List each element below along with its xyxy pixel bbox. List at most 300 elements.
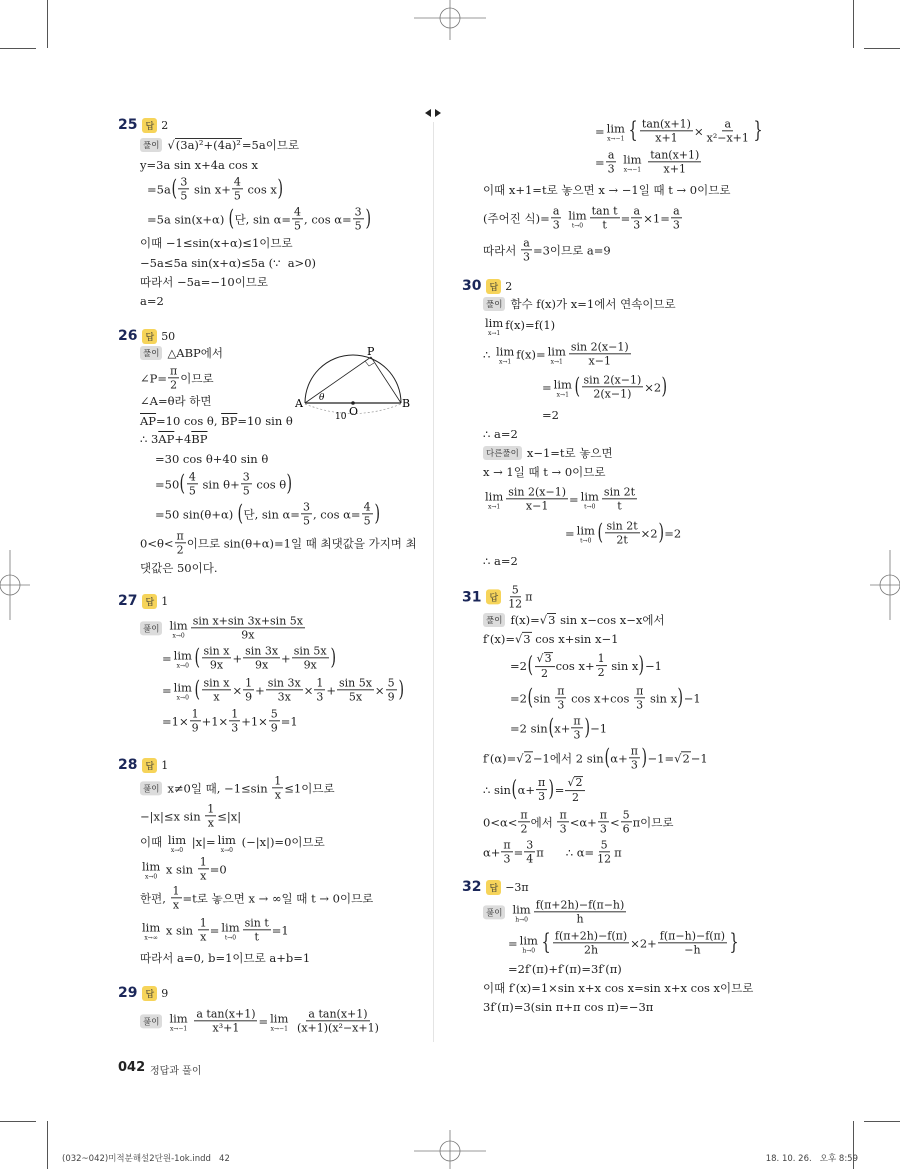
math-text: sin x+sin 3x+sin 5x <box>192 614 303 628</box>
crop-mark <box>864 1121 900 1122</box>
math <box>167 614 306 641</box>
denominator <box>211 1022 242 1035</box>
lim-word: lim <box>568 208 587 223</box>
numerator <box>501 838 512 852</box>
math-text: =1 <box>271 923 289 937</box>
math-text: 함수 f(x)가 x=1에서 연속이므로 <box>510 297 676 311</box>
math-text: 3 <box>354 205 362 219</box>
solution-line <box>483 296 676 312</box>
math-text: +1× <box>201 714 229 728</box>
radicand: 2 <box>682 750 690 765</box>
solution-line <box>140 294 164 308</box>
numerator <box>524 838 535 852</box>
numerator <box>187 470 198 484</box>
lim-subscript: x→0 <box>176 694 189 702</box>
big-bracket: ( <box>179 471 186 496</box>
big-bracket: ( <box>574 374 580 399</box>
math-text: 3 <box>599 822 607 836</box>
denominator <box>292 220 303 233</box>
numerator <box>232 175 243 189</box>
column-divider-ornament-icon <box>424 108 442 118</box>
solution-line <box>140 950 310 966</box>
denominator <box>232 190 243 203</box>
fraction <box>295 1007 381 1034</box>
solution-line <box>140 855 227 882</box>
numerator <box>198 855 209 869</box>
math-text: x³+1 <box>212 1021 240 1035</box>
math-text: 2t <box>616 533 628 547</box>
solution-line <box>483 427 518 441</box>
denominator <box>634 699 645 712</box>
numerator <box>510 583 521 597</box>
lim-word: lim <box>142 859 161 874</box>
square-root <box>567 776 583 790</box>
fraction <box>202 676 232 703</box>
solution-badge: 풀이 <box>140 621 162 635</box>
math-text: a tan(x+1) <box>196 1007 256 1021</box>
problem-29-header <box>118 985 168 1001</box>
math-text: 한편, <box>140 891 170 905</box>
math-text: 4 <box>188 470 196 484</box>
problem-number: 29 <box>118 985 138 1001</box>
denominator <box>518 823 529 836</box>
solution-line <box>483 316 555 335</box>
crop-mark <box>853 0 854 48</box>
denominator <box>302 659 319 672</box>
math-text: x sin <box>162 923 197 937</box>
solution-line <box>542 373 668 400</box>
big-bracket: ( <box>194 645 200 670</box>
math-text: sin x+ <box>190 182 231 196</box>
math-text: −|x|≤x sin <box>140 809 205 823</box>
math-text: x <box>200 930 207 944</box>
lim-word: lim <box>217 832 236 847</box>
solution-line <box>140 774 335 801</box>
limit <box>173 648 192 670</box>
math-text: x−1 <box>588 354 611 368</box>
math-text: 3 <box>633 218 641 232</box>
numerator <box>306 1007 369 1021</box>
fraction <box>705 117 751 144</box>
solution-line <box>140 560 218 576</box>
answer-badge: 답 <box>486 590 501 605</box>
solution-badge: 풀이 <box>140 138 162 152</box>
solution-line <box>140 916 289 943</box>
lim-subscript: x→1 <box>556 391 569 399</box>
math-text: 3 <box>552 218 560 232</box>
fraction <box>565 776 585 804</box>
math-text: 3 <box>242 470 250 484</box>
solution-line <box>510 714 607 741</box>
denominator <box>621 823 632 836</box>
limit <box>512 902 531 924</box>
math-text: x≠0일 때, −1≤sin <box>167 781 272 795</box>
math <box>510 898 627 925</box>
numerator <box>337 676 374 690</box>
math <box>510 612 664 628</box>
math-text: ∴ a=2 <box>483 554 518 568</box>
math-text: 이때 <box>140 835 166 849</box>
numerator <box>362 500 373 514</box>
numerator <box>605 519 640 533</box>
crop-mark <box>0 1121 36 1122</box>
math-text: × <box>374 683 385 697</box>
math-text: f(x)=f(1) <box>505 318 556 332</box>
math-text: 3 <box>573 728 581 742</box>
problem-28-header <box>118 757 168 773</box>
math-text: x → 1일 때 t → 0이므로 <box>483 465 606 479</box>
segment-overline: $\overline{AP}$ <box>158 432 175 446</box>
math-text: 5 <box>294 219 302 233</box>
math-text: 5 <box>180 189 188 203</box>
math-text: + <box>232 651 243 665</box>
math-text: π <box>520 808 528 822</box>
numerator <box>205 802 216 816</box>
lim-subscript: h→0 <box>515 916 528 924</box>
math-text: x <box>213 690 220 704</box>
denominator <box>653 132 679 145</box>
math-text: 5 <box>270 707 278 721</box>
math-text: sin 2t <box>606 519 638 533</box>
math-text: 9 <box>270 721 278 735</box>
math-text: 3 <box>316 690 324 704</box>
math-text: a <box>633 204 641 218</box>
math-text: 0<α< <box>483 815 518 829</box>
limit <box>580 489 599 511</box>
fraction <box>629 744 640 771</box>
numerator <box>506 485 568 499</box>
answer-value <box>505 280 512 293</box>
math-text: =2 sin <box>510 721 548 735</box>
fraction <box>178 175 189 202</box>
denominator <box>570 791 581 804</box>
math-text: + <box>281 651 291 665</box>
answer-badge: 답 <box>142 986 157 1001</box>
math-text: 50 <box>161 329 176 343</box>
lim-subscript: x→∞ <box>144 934 158 942</box>
math-text: <α+ <box>569 815 597 829</box>
registration-mark-top <box>414 0 486 40</box>
numerator <box>178 175 189 189</box>
numerator <box>266 676 303 690</box>
math-text: 12 <box>597 852 612 866</box>
math-text: 이때 x+1=t로 놓으면 x → −1일 때 t → 0이므로 <box>483 183 731 197</box>
denominator <box>502 853 513 866</box>
solution-line <box>483 612 665 628</box>
big-bracket: ) <box>365 206 371 231</box>
solution-line <box>483 980 753 996</box>
big-bracket: ) <box>548 776 555 802</box>
numerator <box>301 500 312 514</box>
fraction <box>521 236 532 263</box>
math-text: =2f′(π)+f′(π)=3f′(π) <box>508 962 622 976</box>
math-text: 6 <box>622 822 630 836</box>
denominator <box>295 1022 381 1035</box>
square-root <box>540 613 557 627</box>
math-text: = <box>513 845 524 859</box>
solution-line <box>162 676 404 703</box>
solution-line <box>140 393 211 409</box>
denominator <box>600 219 608 232</box>
math-text: |x|= <box>188 835 216 849</box>
solution-line <box>155 470 293 497</box>
solution-line <box>140 158 258 172</box>
numerator <box>168 364 179 378</box>
denominator <box>558 823 569 836</box>
denominator <box>386 691 397 704</box>
big-bracket: ) <box>584 715 590 740</box>
big-bracket: ( <box>548 715 554 740</box>
math-text: = <box>595 155 605 169</box>
numerator <box>606 148 617 162</box>
lim-subscript: x→0 <box>172 632 185 640</box>
denominator <box>629 759 640 772</box>
fraction <box>243 644 280 671</box>
math-text: t <box>602 218 607 232</box>
math-text: (−|x|)=0이므로 <box>237 835 325 849</box>
denominator <box>521 251 532 264</box>
problem-number: 32 <box>462 879 482 895</box>
math-text: ∴ <box>483 347 494 361</box>
solution-line <box>140 414 293 428</box>
math-text: =2 <box>510 691 527 705</box>
math-text: 9x <box>303 658 317 672</box>
numerator <box>243 676 254 690</box>
lim-word: lim <box>512 902 531 917</box>
math-text: sin 3x <box>267 676 301 690</box>
lim-word: lim <box>142 920 161 935</box>
math-text <box>190 1014 194 1028</box>
math-text: , cos α= <box>312 507 361 521</box>
limit <box>623 152 642 174</box>
numerator <box>634 684 645 698</box>
lim-word: lim <box>221 920 240 935</box>
answer-value <box>505 881 528 894</box>
limit <box>568 208 587 230</box>
math-text: h <box>576 912 584 926</box>
numerator <box>243 644 280 658</box>
math-text: sin x <box>203 644 230 658</box>
answer-badge: 답 <box>486 880 501 895</box>
fraction <box>536 776 547 803</box>
math-text: 5 <box>363 514 371 528</box>
solution-line <box>140 614 306 641</box>
lim-subscript: h→0 <box>522 947 536 955</box>
math-text: = <box>595 124 605 138</box>
lim-subscript: t→0 <box>580 537 592 545</box>
lim-word: lim <box>553 377 572 392</box>
math-text: 이때 −1≤sin(x+α)≤1이므로 <box>140 236 293 250</box>
math-text: 2 <box>597 666 605 680</box>
lim-word: lim <box>623 152 642 167</box>
lim-subscript: x→−1 <box>270 1025 288 1033</box>
square-root <box>516 751 533 765</box>
math-text: < <box>609 815 620 829</box>
solution-badge: 풀이 <box>140 1014 162 1028</box>
math-text: , cos α= <box>304 212 352 226</box>
solution-badge: 풀이 <box>483 905 505 919</box>
diameter-label: 10 <box>335 412 347 422</box>
lim-subscript: x→1 <box>499 358 512 366</box>
big-bracket: ( <box>597 520 603 545</box>
math-text <box>644 155 648 169</box>
denominator <box>253 659 270 672</box>
math-text: π <box>614 845 622 859</box>
fraction <box>569 340 631 367</box>
math-text: π <box>599 808 607 822</box>
fraction <box>605 519 640 546</box>
math-text: =50 <box>155 477 180 491</box>
math-text: =5a <box>147 182 171 196</box>
segment-overline: $\overline{BP}$ <box>221 414 238 428</box>
math-text: 2 <box>505 279 513 293</box>
solution-line <box>155 500 380 527</box>
math-text: −1 <box>683 691 701 705</box>
denominator <box>269 722 280 735</box>
math-text: f(π+2h)−f(π) <box>554 929 628 943</box>
denominator <box>551 219 562 232</box>
limit <box>167 832 187 854</box>
fraction <box>534 898 627 925</box>
registration-mark-bottom <box>414 1130 486 1169</box>
math-text: 5 <box>600 838 608 852</box>
math-text: sin t <box>244 916 269 930</box>
limit <box>519 933 538 955</box>
solution-line <box>508 929 740 956</box>
math-text: 12 <box>508 597 523 611</box>
math-text: 4 <box>526 852 534 866</box>
math-text: 5 <box>188 484 196 498</box>
math-text: y=3a sin x+4a cos x <box>140 158 258 172</box>
numerator <box>602 485 637 499</box>
problem-26-header <box>118 328 175 344</box>
denominator <box>595 853 613 866</box>
slug-date: 18. 10. 26. 오후 8:59 <box>765 1154 858 1164</box>
answer-badge: 답 <box>486 279 501 294</box>
math-text: sin <box>533 691 555 705</box>
math-text: =0 <box>209 862 227 876</box>
math-text: 2 <box>571 790 579 804</box>
radical-sign-icon: √ <box>674 751 682 766</box>
big-bracket: ) <box>374 501 380 526</box>
math-text: + <box>326 683 336 697</box>
math-text: ∠A=θ라 하면 <box>140 394 212 408</box>
math-text: 1 <box>245 676 253 690</box>
math-text: 9x <box>241 628 255 642</box>
math-text: sin 2t <box>603 485 636 499</box>
denominator <box>606 163 617 176</box>
math-text: =30 cos θ+40 sin θ <box>155 452 269 466</box>
math-text: a <box>552 204 560 218</box>
math-text: a=2 <box>140 294 164 308</box>
fraction <box>232 175 243 202</box>
math-text: 1 <box>597 652 605 666</box>
problem-31-header <box>462 583 532 610</box>
crop-mark <box>864 48 900 49</box>
math-text: =10 sin θ <box>237 414 293 428</box>
answer-badge: 답 <box>142 758 157 773</box>
denominator <box>587 355 613 368</box>
solution-line <box>140 1007 382 1034</box>
math-text: −1 <box>690 751 708 765</box>
math <box>167 345 223 361</box>
answer-badge: 답 <box>142 329 157 344</box>
fraction <box>362 500 373 527</box>
big-bracket: ) <box>277 176 283 201</box>
math-text: α+ <box>610 751 628 765</box>
limit <box>553 377 572 399</box>
fraction <box>243 916 271 943</box>
solution-line <box>510 684 701 711</box>
denominator <box>208 659 225 672</box>
limit <box>576 523 595 545</box>
math-text: π <box>170 364 178 378</box>
denominator <box>229 722 240 735</box>
fraction <box>205 802 216 829</box>
denominator <box>198 931 208 944</box>
math-text: 5 <box>302 514 310 528</box>
fraction <box>229 707 240 734</box>
crop-mark <box>0 48 36 49</box>
math-text: ×1= <box>643 211 670 225</box>
math-text: = <box>620 211 631 225</box>
math-text: π ∴ α= <box>536 845 595 859</box>
math-text: 따라서 <box>483 243 520 257</box>
limit <box>173 680 192 702</box>
fraction <box>353 205 364 232</box>
solution-line <box>483 632 618 646</box>
solution-line <box>483 808 674 835</box>
math-text: f(π−h)−f(π) <box>659 929 726 943</box>
numerator <box>190 707 201 721</box>
fraction <box>266 676 303 703</box>
numerator <box>202 644 232 658</box>
math-text: tan t <box>591 204 618 218</box>
fraction <box>671 204 682 231</box>
big-bracket: { <box>628 118 638 143</box>
math-text: cos x+cos <box>567 691 634 705</box>
limit <box>270 1011 289 1033</box>
fraction <box>198 855 209 882</box>
math-text: f(x)= <box>516 347 546 361</box>
big-bracket: ) <box>661 374 668 399</box>
math-text: π <box>573 714 581 728</box>
big-bracket: ( <box>237 501 243 526</box>
alt-solution-line <box>483 445 613 461</box>
math-text: 3f′(π)=3(sin π+π cos π)=−3π <box>483 1000 654 1014</box>
registration-mark-left <box>0 550 30 620</box>
big-bracket: ) <box>641 745 648 770</box>
math-text: π <box>636 684 644 698</box>
solution-line <box>140 137 299 153</box>
math-text: sin x <box>607 658 639 673</box>
math-text: =2 <box>664 526 682 540</box>
fraction <box>621 808 632 835</box>
math-text: sin 5x <box>293 644 327 658</box>
numerator <box>629 744 640 758</box>
lim-word: lim <box>485 315 504 330</box>
math-text: =5a이므로 <box>241 138 300 152</box>
solution-line <box>140 802 241 829</box>
math-text: 따라서 −5a=−10이므로 <box>140 275 269 289</box>
math-text: x+ <box>554 721 571 735</box>
fraction <box>631 204 642 231</box>
radicand: 2 <box>524 750 532 765</box>
math-text: −5a≤5a sin(x+α)≤5a (∵ a>0) <box>140 256 316 270</box>
math-text: ×2 <box>640 526 658 540</box>
math-text: ≤1이므로 <box>284 781 335 795</box>
math-text: cos θ <box>252 477 287 491</box>
